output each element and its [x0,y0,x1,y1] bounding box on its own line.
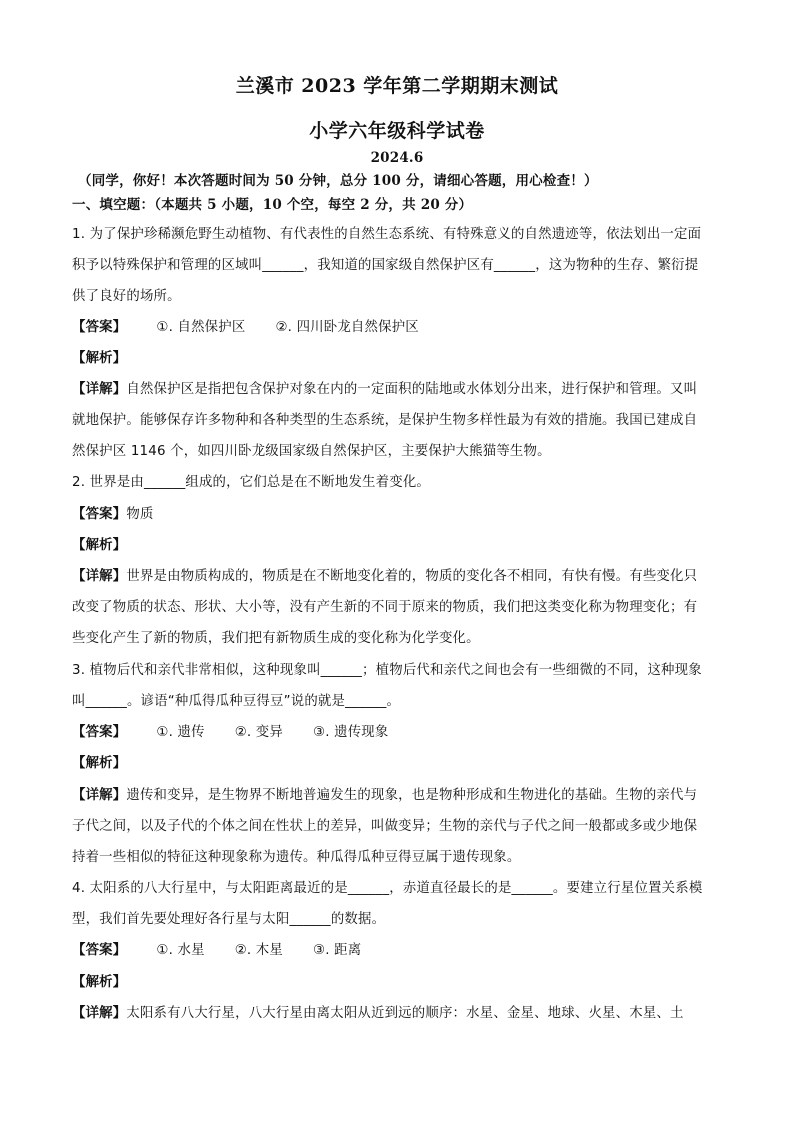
q3-answer-1: ①. 遗传 [156,725,205,740]
q4-detail-text-1: 太阳系有八大行星，八大行星由离太阳从近到远的顺序：水星、金星、地球、火星、木星、土 [126,1006,684,1021]
answer-label: 【答案】 [72,725,127,740]
q1-line-3: 供了良好的场所。 [72,289,181,304]
exam-title: 兰溪市 2023 学年第二学期期末测试 [235,75,559,97]
section-heading: 一、填空题：（本题共 5 小题，10 个空，每空 2 分，共 20 分） [72,197,473,213]
q4-answer-1: ①. 水星 [156,943,205,958]
q4-analysis-label: 【解析】 [72,975,127,990]
detail-label: 【详解】 [72,569,127,584]
q2-line-1: 2. 世界是由______组成的，它们总是在不断地发生着变化。 [72,475,430,490]
q1-detail-1 [72,380,728,400]
detail-label: 【详解】 [72,1006,127,1021]
answer-label: 【答案】 [72,320,127,335]
q1-analysis-label: 【解析】 [72,351,127,366]
exam-subtitle: 小学六年级科学试卷 [309,120,485,142]
answer-label: 【答案】 [72,507,127,522]
q1-answer-1: ①. 自然保护区 [156,320,246,335]
q3-line-1: 3. 植物后代和亲代非常相似，这种现象叫______；植物后代和亲代之间也会有一些细微的不同，这种现象 [72,663,702,678]
q1-answer-2: ②. 四川卧龙自然保护区 [275,320,419,335]
q4-answer-3: ③. 距离 [313,943,362,958]
q4-answer-2: ②. 木星 [234,943,283,958]
detail-label: 【详解】 [72,382,127,397]
q3-answer-2: ②. 变异 [234,725,283,740]
q3-analysis-label: 【解析】 [72,756,127,771]
q2-detail-text-1: 世界是由物质构成的，物质是在不断地变化着的，物质的变化各不相同，有快有慢。有些变化只 [126,569,698,584]
q3-detail-text-1: 遗传和变异，是生物界不断地普遍发生的现象，也是物种形成和生物进化的基础。生物的亲代与 [126,788,698,803]
q4-line-1: 4. 太阳系的八大行星中，与太阳距离最近的是______，赤道直径最长的是______。要建立行星位置关系模 [72,881,703,896]
q4-answer [72,941,728,961]
q3-answer-3: ③. 遗传现象 [313,725,389,740]
q2-detail-1 [72,567,728,587]
q2-analysis-label: 【解析】 [72,538,127,553]
answer-label: 【答案】 [72,943,127,958]
q2-detail-2: 改变了物质的状态、形状、大小等，没有产生新的不同于原来的物质，我们把这类变化称为物理变化；有 [72,600,698,615]
q1-line-1: 1. 为了保护珍稀濒危野生动植物、有代表性的自然生态系统、有特殊意义的自然遗迹等，依法划出一定面 [72,227,702,242]
q1-detail-2: 就地保护。能够保存许多物种和各种类型的生态系统，是保护生物多样性最为有效的措施。我国已建成自 [72,413,698,428]
q3-detail-1 [72,786,728,806]
q1-answer [72,318,728,338]
q2-answer [72,505,728,525]
q4-line-2: 型，我们首先要处理好各行星与太阳______的数据。 [72,912,386,927]
q1-detail-3: 然保护区 1146 个，如四川卧龙级国家级自然保护区，主要保护大熊猫等生物。 [72,444,551,459]
q2-detail-3: 些变化产生了新的物质，我们把有新物质生成的变化称为化学变化。 [72,631,480,646]
exam-date: 2024.6 [370,150,424,166]
detail-label: 【详解】 [72,788,127,803]
q2-answer-value: 物质 [126,507,154,522]
q1-detail-text-1: 自然保护区是指把包含保护对象在内的一定面积的陆地或水体划分出来，进行保护和管理。又叫 [126,382,698,397]
q3-answer [72,723,728,743]
q4-detail-1 [72,1004,728,1024]
q3-detail-3: 持着一些相似的特征这种现象称为遗传。种瓜得瓜种豆得豆属于遗传现象。 [72,850,521,865]
q3-detail-2: 子代之间，以及子代的个体之间在性状上的差异，叫做变异；生物的亲代与子代之间一般都或多或少地保 [72,819,698,834]
q3-line-2: 叫______。谚语“种瓜得瓜种豆得豆”说的就是______。 [72,694,401,709]
q1-line-2: 积予以特殊保护和管理的区域叫______，我知道的国家级自然保护区有______，这为物种的生存、繁衍提 [72,258,699,273]
exam-notice: （同学，你好！本次答题时间为 50 分钟，总分 100 分，请细心答题，用心检查！） [78,173,598,189]
